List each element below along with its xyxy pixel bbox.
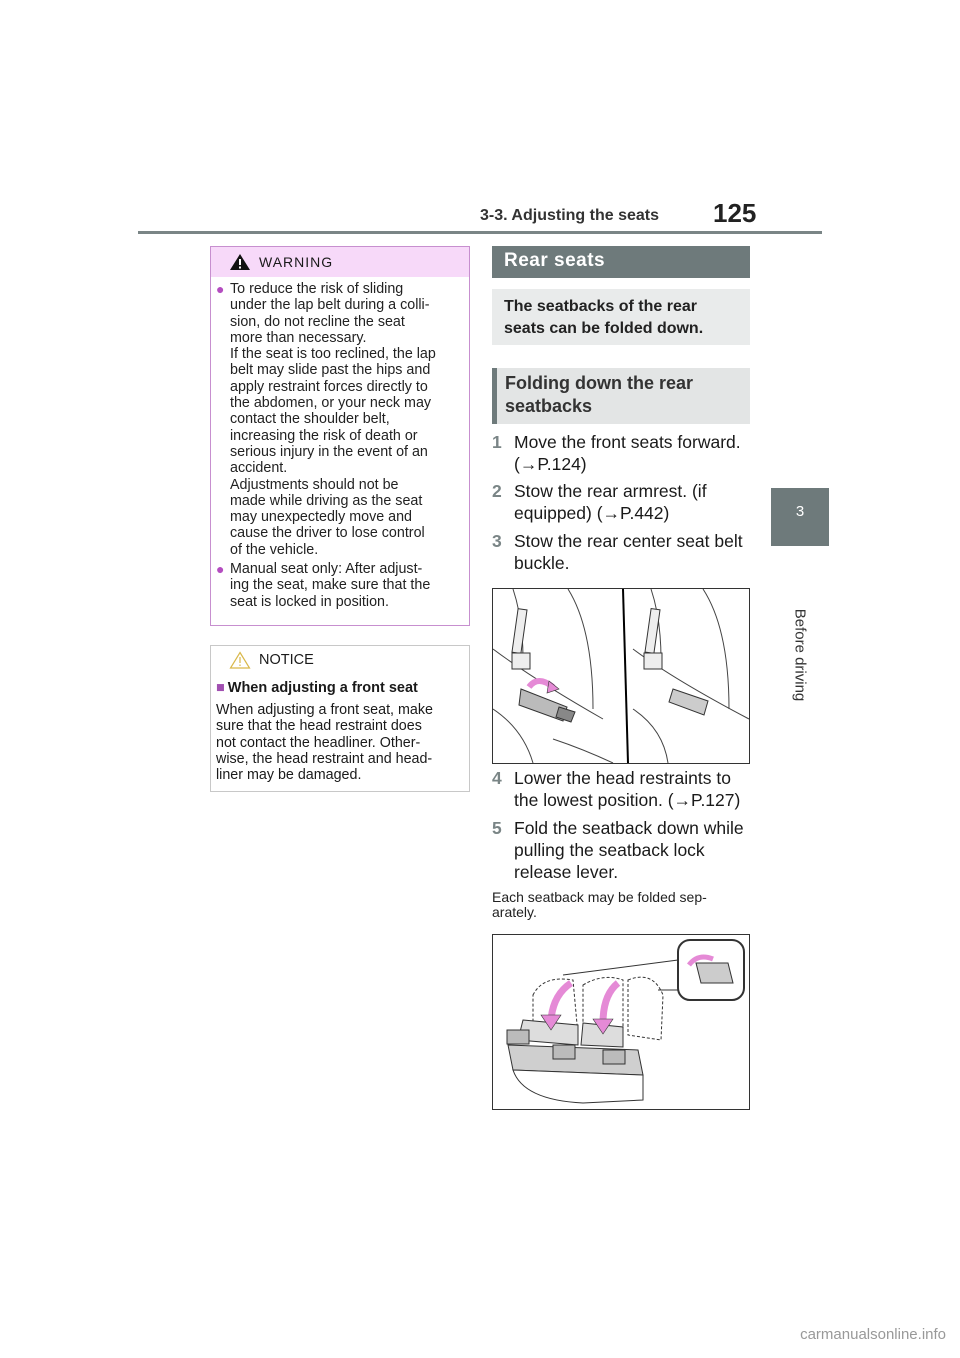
notice-header [211,646,469,676]
step-number: 3 [492,531,502,551]
warning-item-text: Manual seat only: After adjust- ing the seat, make sure that the seat is locked in position. [230,561,431,610]
step-number: 5 [492,818,502,838]
intro-box [492,289,750,345]
chapter-number: 3 [795,503,805,520]
step-1 [492,431,752,475]
chapter-label-text: Before driving [791,608,809,702]
page-number: 125 [713,198,757,228]
step-text: Move the front seats forward. (→P.124) [514,432,741,474]
warning-title: WARNING [259,254,334,270]
warning-box [210,246,470,626]
seatback-fold-diagram [493,935,749,1109]
step-text: Stow the rear center seat belt buckle. [514,531,743,573]
notice-box [210,645,470,792]
step-3 [492,530,752,574]
buckle-stow-illustration [492,588,750,764]
step-5 [492,817,752,883]
subsection-heading [492,368,750,424]
step-text: Stow the rear armrest. (if equipped) (→P.442) [514,481,707,523]
step-text: Fold the seatback down while pulling the seatback lock release lever. [514,818,744,882]
step-number: 4 [492,768,502,788]
seatback-fold-illustration [492,934,750,1110]
step-4 [492,767,752,811]
warning-item-1 [216,281,466,558]
warning-triangle-icon [229,253,251,271]
section-title: 3-3. Adjusting the seats [480,207,659,224]
subsection-heading-text: Folding down the rear seatbacks [505,373,693,416]
step-number: 2 [492,481,502,501]
step-number: 1 [492,432,502,452]
section-heading-text: Rear seats [504,250,606,271]
notice-title: NOTICE [259,652,314,668]
warning-item-text: To reduce the risk of sliding under the lap belt during a colli- sion, do not recline the seat more than necessary. If the seat is too reclined, the lap belt may slide past the hips and apply restraint forces directly to the abdomen, or your neck may contact the shoulder belt, increasing the risk of death or serious injury in the event of an accident. Adjustments should not be made while driving as the seat may unexpectedly move and cause the driver to lose control of the vehicle. [230,281,436,558]
note-text: Each seatback may be folded sep- arately. [492,889,707,920]
notice-subheading-text: When adjusting a front seat [227,680,418,696]
notice-body: When adjusting a front seat, make sure that the head restraint does not contact the headliner. Other- wise, the head restraint and head- liner may be damaged. [216,702,433,784]
footer-watermark[interactable]: carmanualsonline.info [800,1326,946,1343]
step-2 [492,480,752,524]
warning-header [211,247,469,277]
bullet-icon: ● [216,561,225,577]
notice-subheading [216,680,418,696]
section-heading [492,246,750,278]
chapter-label [790,600,810,710]
bullet-icon: ● [216,281,225,297]
square-bullet-icon: ■ [216,680,225,696]
seat-buckle-diagram [493,589,749,763]
step-text: Lower the head restraints to the lowest position. (→P.127) [514,768,741,810]
caution-triangle-icon [229,651,251,669]
header-divider [138,231,822,234]
warning-item-2 [216,561,466,610]
intro-text: The seatbacks of the rear seats can be folded down. [504,298,704,337]
